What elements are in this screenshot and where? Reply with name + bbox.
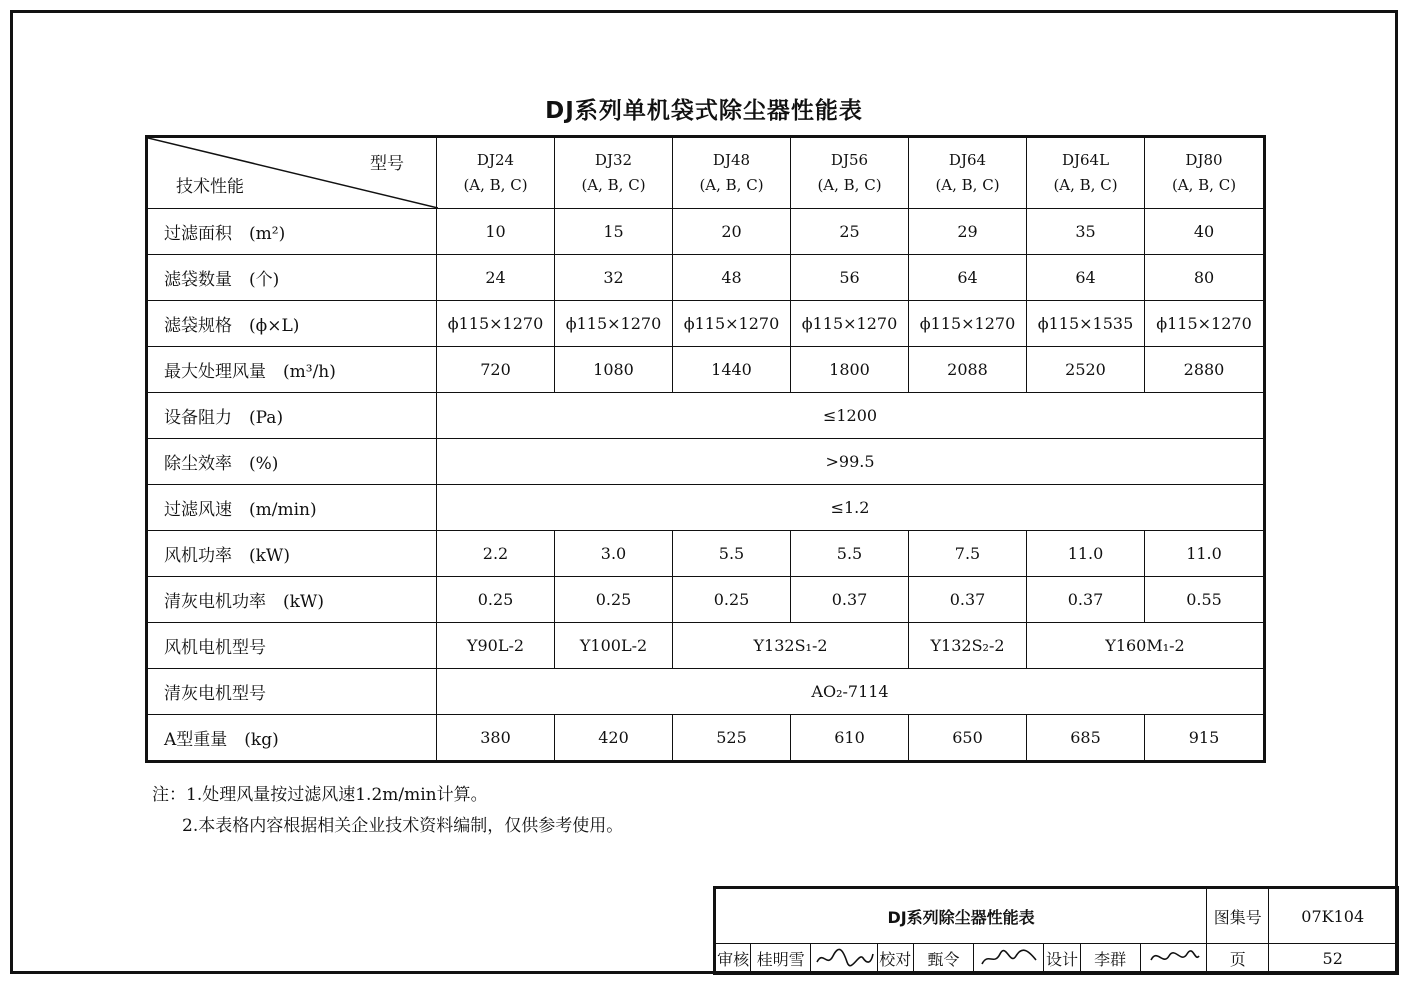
merged-cell: Y132S₁-2 bbox=[673, 623, 909, 669]
row-filter-area bbox=[147, 209, 1265, 255]
cell: 32 bbox=[555, 255, 673, 301]
row-bag-count bbox=[147, 255, 1265, 301]
cell: 11.0 bbox=[1145, 531, 1265, 577]
signature-scribble bbox=[813, 946, 875, 970]
merged-cell: AO₂-7114 bbox=[437, 669, 1265, 715]
cell: Y100L-2 bbox=[555, 623, 673, 669]
cell: 64 bbox=[909, 255, 1027, 301]
cell: 35 bbox=[1027, 209, 1145, 255]
row-label: 滤袋数量 (个) bbox=[147, 255, 437, 301]
cell: 2.2 bbox=[437, 531, 555, 577]
row-fan-power bbox=[147, 531, 1265, 577]
row-clean-motor bbox=[147, 669, 1265, 715]
drawing-title: DJ系列除尘器性能表 bbox=[715, 888, 1207, 944]
cell: 40 bbox=[1145, 209, 1265, 255]
model-header bbox=[437, 137, 555, 209]
row-bag-spec bbox=[147, 301, 1265, 347]
cell: 685 bbox=[1027, 715, 1145, 762]
cell: 1080 bbox=[555, 347, 673, 393]
model-name: DJ64 bbox=[948, 151, 987, 169]
row-efficiency bbox=[147, 439, 1265, 485]
model-header bbox=[1145, 137, 1265, 209]
row-weight bbox=[147, 715, 1265, 762]
model-header bbox=[1027, 137, 1145, 209]
model-name: DJ48 bbox=[712, 151, 751, 169]
atlas-number: 07K104 bbox=[1269, 888, 1398, 944]
designer-signature bbox=[1140, 944, 1206, 974]
cell: 15 bbox=[555, 209, 673, 255]
cell: ϕ115×1535 bbox=[1027, 301, 1145, 347]
cell: 0.25 bbox=[437, 577, 555, 623]
cell: 0.37 bbox=[791, 577, 909, 623]
model-name: DJ56 bbox=[830, 151, 869, 169]
review-label: 审核 bbox=[715, 944, 751, 974]
row-clean-power bbox=[147, 577, 1265, 623]
cell: 48 bbox=[673, 255, 791, 301]
model-variant: (A, B, C) bbox=[817, 176, 882, 194]
merged-cell: ≤1.2 bbox=[437, 485, 1265, 531]
cell: ϕ115×1270 bbox=[1145, 301, 1265, 347]
cell: 1440 bbox=[673, 347, 791, 393]
model-name: DJ32 bbox=[594, 151, 633, 169]
row-label: 过滤风速 (m/min) bbox=[147, 485, 437, 531]
title-block bbox=[713, 886, 1399, 975]
cell: 650 bbox=[909, 715, 1027, 762]
cell: Y90L-2 bbox=[437, 623, 555, 669]
cell: 2088 bbox=[909, 347, 1027, 393]
cell: 2520 bbox=[1027, 347, 1145, 393]
row-label: 清灰电机型号 bbox=[147, 669, 437, 715]
page-label: 页 bbox=[1207, 944, 1269, 974]
cell: 380 bbox=[437, 715, 555, 762]
reviewer-name: 桂明雪 bbox=[751, 944, 811, 974]
corner-bottom-label: 技术性能 bbox=[176, 177, 244, 197]
cell: 0.37 bbox=[909, 577, 1027, 623]
cell: 610 bbox=[791, 715, 909, 762]
header-row bbox=[147, 137, 1265, 209]
model-variant: (A, B, C) bbox=[463, 176, 528, 194]
cell: 10 bbox=[437, 209, 555, 255]
cell: 11.0 bbox=[1027, 531, 1145, 577]
cell: 720 bbox=[437, 347, 555, 393]
cell: ϕ115×1270 bbox=[437, 301, 555, 347]
cell: ϕ115×1270 bbox=[791, 301, 909, 347]
row-label: 设备阻力 (Pa) bbox=[147, 393, 437, 439]
model-name: DJ64L bbox=[1061, 151, 1110, 169]
row-label: 最大处理风量 (m³/h) bbox=[147, 347, 437, 393]
cell: 24 bbox=[437, 255, 555, 301]
row-label: 过滤面积 (m²) bbox=[147, 209, 437, 255]
cell: 7.5 bbox=[909, 531, 1027, 577]
model-name: DJ24 bbox=[476, 151, 515, 169]
cell: 1800 bbox=[791, 347, 909, 393]
cell: 29 bbox=[909, 209, 1027, 255]
model-variant: (A, B, C) bbox=[581, 176, 646, 194]
cell: ϕ115×1270 bbox=[909, 301, 1027, 347]
signature-scribble bbox=[1143, 946, 1203, 970]
cell: 420 bbox=[555, 715, 673, 762]
corner-cell bbox=[147, 137, 437, 209]
merged-cell: Y160M₁-2 bbox=[1027, 623, 1265, 669]
cell: 915 bbox=[1145, 715, 1265, 762]
cell: 20 bbox=[673, 209, 791, 255]
model-variant: (A, B, C) bbox=[1053, 176, 1118, 194]
cell: ϕ115×1270 bbox=[673, 301, 791, 347]
model-header bbox=[791, 137, 909, 209]
design-label: 设计 bbox=[1044, 944, 1080, 974]
merged-cell: >99.5 bbox=[437, 439, 1265, 485]
merged-cell: ≤1200 bbox=[437, 393, 1265, 439]
atlas-label: 图集号 bbox=[1207, 888, 1269, 944]
cell: 0.25 bbox=[555, 577, 673, 623]
model-header bbox=[673, 137, 791, 209]
row-fan-motor bbox=[147, 623, 1265, 669]
row-label: A型重量 (kg) bbox=[147, 715, 437, 762]
cell: 5.5 bbox=[673, 531, 791, 577]
model-variant: (A, B, C) bbox=[699, 176, 764, 194]
cell: ϕ115×1270 bbox=[555, 301, 673, 347]
model-variant: (A, B, C) bbox=[935, 176, 1000, 194]
row-max-airflow bbox=[147, 347, 1265, 393]
cell: 80 bbox=[1145, 255, 1265, 301]
cell: 0.37 bbox=[1027, 577, 1145, 623]
row-filter-speed bbox=[147, 485, 1265, 531]
reviewer-signature bbox=[811, 944, 877, 974]
row-label: 滤袋规格 (ϕ×L) bbox=[147, 301, 437, 347]
cell: 0.55 bbox=[1145, 577, 1265, 623]
model-variant: (A, B, C) bbox=[1171, 176, 1237, 194]
checker-name: 甄令 bbox=[913, 944, 973, 974]
row-resistance bbox=[147, 393, 1265, 439]
cell: 525 bbox=[673, 715, 791, 762]
checker-signature bbox=[974, 944, 1044, 974]
designer-name: 李群 bbox=[1080, 944, 1140, 974]
check-label: 校对 bbox=[877, 944, 913, 974]
model-header bbox=[555, 137, 673, 209]
row-label: 除尘效率 (%) bbox=[147, 439, 437, 485]
cell: 56 bbox=[791, 255, 909, 301]
note-1: 注：1.处理风量按过滤风速1.2m/min计算。 bbox=[152, 785, 488, 805]
cell: 2880 bbox=[1145, 347, 1265, 393]
performance-table bbox=[145, 135, 1266, 763]
page-number: 52 bbox=[1269, 944, 1398, 974]
page-title: DJ系列单机袋式除尘器性能表 bbox=[545, 98, 863, 124]
row-label: 风机功率 (kW) bbox=[147, 531, 437, 577]
model-name: DJ80 bbox=[1185, 151, 1223, 169]
notes bbox=[152, 780, 623, 842]
note-2: 2.本表格内容根据相关企业技术资料编制，仅供参考使用。 bbox=[182, 816, 624, 836]
cell: 64 bbox=[1027, 255, 1145, 301]
cell: Y132S₂-2 bbox=[909, 623, 1027, 669]
signature-scribble bbox=[976, 946, 1042, 970]
cell: 5.5 bbox=[791, 531, 909, 577]
cell: 3.0 bbox=[555, 531, 673, 577]
cell: 25 bbox=[791, 209, 909, 255]
row-label: 清灰电机功率 (kW) bbox=[147, 577, 437, 623]
cell: 0.25 bbox=[673, 577, 791, 623]
model-header bbox=[909, 137, 1027, 209]
row-label: 风机电机型号 bbox=[147, 623, 437, 669]
corner-top-label: 型号 bbox=[370, 154, 404, 174]
